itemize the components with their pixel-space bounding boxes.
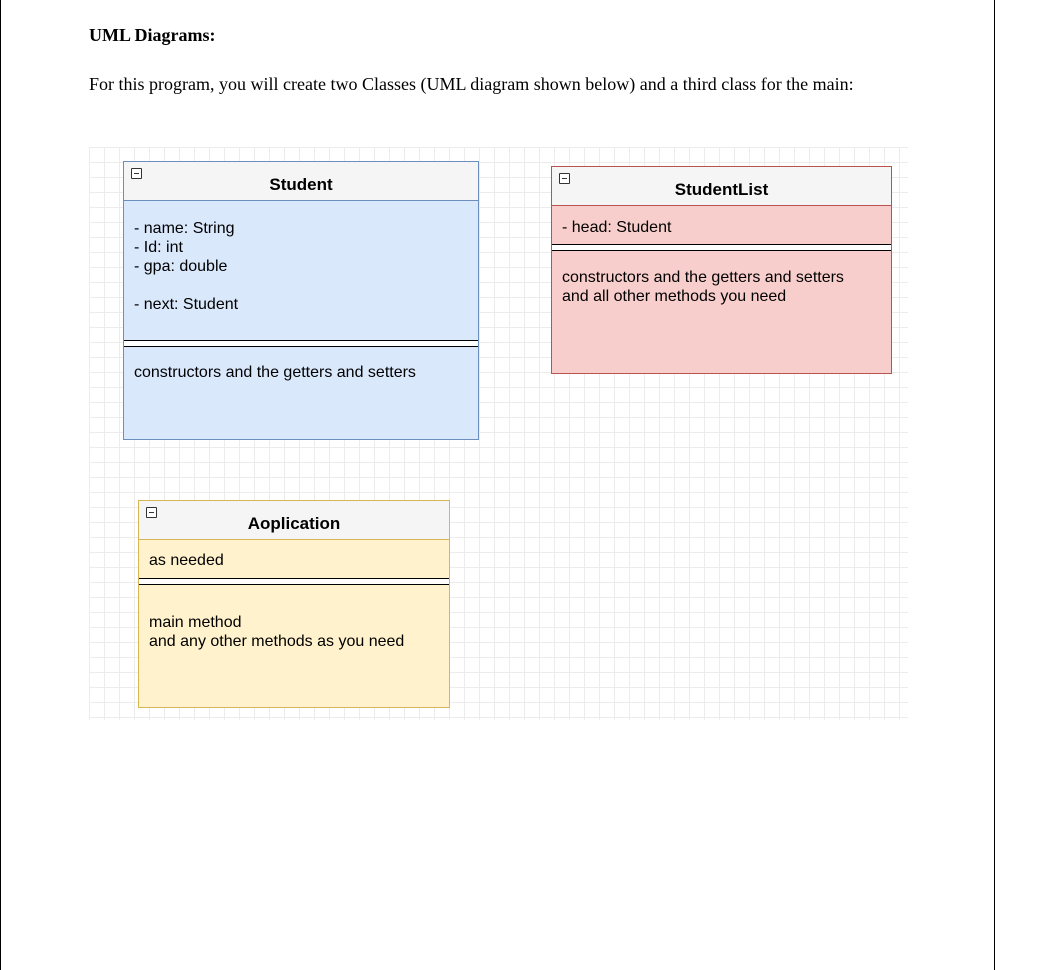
studentlist-class-header — [552, 167, 891, 206]
studentlist-separator — [552, 244, 891, 251]
application-class-name: Aoplication — [247, 514, 341, 533]
application-methods: main method and any other methods as you need — [149, 614, 405, 650]
student-class-name: Student — [269, 175, 333, 194]
studentlist-methods: constructors and the getters and setters and all other methods you need — [562, 269, 844, 305]
student-separator — [124, 340, 478, 347]
student-methods: constructors and the getters and setters — [134, 364, 416, 381]
application-class-header — [139, 501, 449, 540]
application-class-box[interactable] — [138, 500, 450, 708]
student-class-box[interactable] — [123, 161, 479, 440]
diagram-canvas — [89, 147, 908, 720]
student-attributes: - name: String - Id: int - gpa: double - next: Student — [134, 220, 239, 313]
section-heading: UML Diagrams: — [89, 25, 216, 45]
studentlist-attributes: - head: Student — [562, 219, 672, 236]
collapse-icon[interactable] — [559, 173, 570, 184]
intro-paragraph: For this program, you will create two Classes (UML diagram shown below) and a third class for the main: — [89, 74, 854, 94]
student-class-header — [124, 162, 478, 201]
application-attributes: as needed — [149, 552, 224, 569]
page-border-left — [0, 0, 1, 970]
collapse-icon[interactable] — [146, 507, 157, 518]
page-border-right — [994, 0, 995, 970]
application-separator — [139, 578, 449, 585]
collapse-icon[interactable] — [131, 168, 142, 179]
studentlist-class-box[interactable] — [551, 166, 892, 374]
studentlist-class-name: StudentList — [674, 180, 769, 199]
